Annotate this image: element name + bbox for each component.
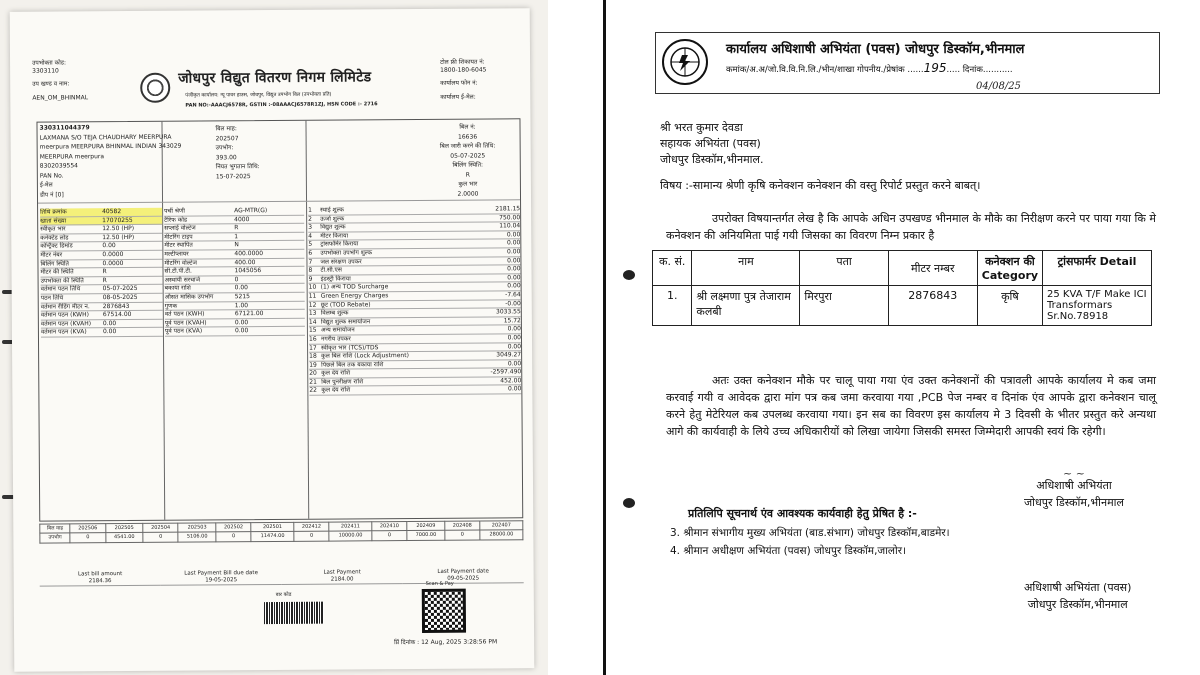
customer-info — [39, 123, 210, 200]
param-label: बिलिंग स्थिति — [40, 259, 69, 268]
charge-label: विद्युत शुल्क समायोजन — [320, 318, 371, 326]
param-label: पर्ची श्रेणी — [164, 207, 185, 215]
col-address: पता — [800, 251, 888, 286]
bill-sheet — [10, 8, 535, 672]
subdivision-name: AEN_OM_BHINMAL — [32, 93, 89, 102]
bill-date-label: बिल जारी करने की तिथि: — [439, 142, 496, 150]
paragraph-1-text: उपरोक्त विषयान्तर्गत लेख है कि आपके अधिन उपखण्ड भीनमाल के मौके का निरीक्षण करने पर पाया गया कि मे कनेक्शन की अनियमिता पाई गयी जिसका का विवरण निम्न प्रकार है — [666, 212, 1156, 243]
customer-pan: PAN No. — [39, 171, 64, 180]
param-value: 400.00 — [234, 258, 256, 266]
letter-paragraph-1 — [666, 210, 1156, 244]
param-label: कनेक्टेड लोड — [40, 234, 69, 242]
date-label: दिनांक — [962, 65, 983, 75]
param-value: 0.00 — [234, 318, 249, 326]
letterhead — [655, 32, 1160, 94]
charge-index: 18 — [309, 352, 317, 360]
history-units: 0 — [445, 530, 480, 539]
charge-amount: 0.00 — [507, 342, 522, 350]
param-value: 4000 — [234, 215, 250, 223]
param-value: AG-MTR(G) — [234, 207, 268, 215]
col-meter: मीटर नम्बर — [888, 251, 977, 286]
office-email-label: कार्यालय ई-मेल: — [440, 93, 476, 101]
cell-name: श्री लक्ष्मणा पुत्र तेजाराम कलबी — [692, 286, 800, 326]
charge-index: 20 — [309, 369, 317, 378]
scan-pay-label: Scan & Pay — [425, 580, 454, 587]
charge-label: Green Energy Charges — [320, 292, 389, 300]
charge-index: 1 — [308, 206, 312, 214]
param-label: स्वीकृत भार — [40, 225, 66, 233]
param-value: 67514.00 — [102, 311, 132, 319]
history-month: 202411 — [329, 522, 372, 532]
param-value: 0.00 — [234, 327, 249, 335]
punch-hole — [623, 498, 635, 508]
param-value: 05-07-2025 — [102, 285, 138, 293]
charge-amount: 0.00 — [507, 282, 521, 290]
param-value: R — [102, 268, 107, 276]
charge-index: 5 — [308, 241, 313, 249]
col-category: कनेक्शन की Category — [977, 251, 1042, 286]
charge-amount: 3033.55 — [495, 308, 521, 316]
addressee-name: श्री भरत कुमार देवडा — [660, 121, 743, 134]
signatory-2-title: अधिशाषी अभियंता (पवस) — [1024, 581, 1132, 594]
charge-index: 2 — [308, 215, 313, 223]
param-label: सी.टी.पी.टी. — [164, 267, 192, 275]
charge-label: जल संरक्षण उपकर — [320, 257, 362, 266]
charge-index: 9 — [308, 275, 313, 283]
history-units: 11474.00 — [251, 532, 294, 542]
history-units: 28000.00 — [480, 530, 523, 540]
charge-label: कुल देय राशि — [321, 386, 351, 395]
charge-amount: 452.00 — [500, 377, 522, 385]
list-item: 3. श्रीमान संभागीय मुख्य अभियंता (बाड.संभाग) जोधपुर डिस्कॉम,बाडमेर। — [670, 527, 950, 539]
billing-status-label: बिलिंग स्थिति: — [452, 161, 484, 169]
param-label: वर्तमान पठन तिथि — [40, 285, 81, 293]
col-serial: क. सं. — [653, 251, 692, 286]
col-name: नाम — [692, 251, 800, 286]
bill-date: 05-07-2025 — [450, 152, 486, 160]
history-units: 0 — [70, 533, 105, 542]
reference-line: कमांक/अ.अ/जो.वि.वि.नि.लि./भीन/शाखा गोपनीय./प्रेषांक ......195..... दिनांक........... — [726, 61, 1013, 75]
param-label: उपभोक्ता की स्थिति — [40, 277, 84, 285]
signatory-title: अधिशाषी अभियंता — [1036, 479, 1112, 492]
addressee-designation: सहायक अभियंता (पवस) — [660, 136, 761, 150]
charge-amount: 0.00 — [507, 248, 521, 256]
param-label: वर्तमान रीडिंग मीटर न. — [40, 302, 90, 311]
discom-emblem-icon — [660, 37, 710, 87]
history-table — [39, 520, 523, 543]
history-month: 202505 — [105, 523, 143, 533]
last-bill-amount-label: Last bill amount — [77, 571, 123, 578]
charge-index: 17 — [309, 344, 317, 352]
discom-logo-icon — [140, 73, 170, 103]
param-label: टैरिफ कोड — [164, 216, 188, 224]
history-month: 202501 — [251, 522, 294, 532]
office-letter — [608, 0, 1200, 675]
history-units: 0 — [216, 532, 251, 541]
copy-heading: प्रतिलिपि सूचनार्थ एंव आवश्यक कार्यवाही हेतु प्रेषित है :- — [688, 507, 917, 520]
history-month: 202506 — [70, 524, 105, 533]
charge-label: पिछले बिल तक बकाया राशि — [321, 360, 384, 369]
param-label: वर्त पठन (KWH) — [164, 310, 205, 318]
param-label: मल्टीप्लायर — [164, 250, 189, 258]
param-value: 400.0000 — [234, 250, 264, 258]
addressee-office: जोधपुर डिस्कॉम,भीनमाल. — [660, 152, 764, 166]
bill-meta-left — [216, 125, 326, 183]
charge-index: 10 — [308, 284, 317, 292]
charge-label: (1) अन्य TOD Surcharge — [320, 283, 389, 292]
list-item: 4. श्रीमान अधीक्षण अभियंता (पवस) जोधपुर डिस्कॉम,जालोर। — [670, 545, 907, 558]
param-value: 2876843 — [102, 302, 130, 310]
barcode-label: बार कोड — [275, 591, 292, 598]
history-units: 10000.00 — [329, 531, 372, 541]
param-value: 17070255 — [102, 216, 133, 224]
charge-amount: -2597.490 — [490, 368, 522, 376]
param-value: 0.00 — [102, 242, 116, 250]
table-row — [653, 286, 1152, 326]
param-value: 1045056 — [234, 267, 262, 275]
last-payment-date-label: Last Payment date — [437, 568, 489, 575]
copy-list — [670, 524, 950, 561]
bill-details-grid — [36, 118, 523, 521]
param-label: खाता संख्या — [40, 217, 67, 225]
charge-amount: 0.00 — [506, 239, 521, 247]
k-number: 330311044379 — [39, 124, 90, 132]
charge-index: 22 — [309, 387, 318, 395]
param-value: N — [234, 241, 239, 249]
customer-address-2: MEERPURA meerpura — [39, 152, 105, 161]
reference-number: 195 — [923, 61, 947, 75]
charge-amount: -7.64 — [505, 291, 521, 299]
charge-amount: 0.00 — [507, 256, 521, 264]
print-date: प्रिं दिनांक : 12 Aug, 2025 3:28:56 PM — [394, 638, 498, 647]
charge-amount: 0.00 — [507, 265, 521, 273]
charge-index: 3 — [308, 223, 313, 231]
charge-label: विलम्ब शुल्क — [320, 309, 349, 317]
customer-name: LAXMANA S/O TEJA CHAUDHARY MEERPURA — [39, 133, 172, 142]
last-payment-label: Last Payment — [323, 569, 361, 576]
due-date-label: नियत भुगतान तिथि: — [215, 163, 260, 171]
charge-amount: 0.00 — [507, 359, 522, 368]
units-label: उपभोग: — [215, 144, 234, 152]
charge-index: 15 — [308, 327, 317, 335]
dop-label: डीप नं — [39, 191, 54, 199]
cell-meter: 2876843 — [888, 286, 977, 326]
charge-label: ट्रांसफॉर्मर किराया — [320, 240, 359, 249]
letter-subject: विषय :-सामान्य श्रेणी कृषि कनेक्शन कनेक्शन की वस्तु रिपोर्ट प्रस्तुत करने बाबत्। — [660, 179, 981, 192]
office-phone-label: कार्यालय फोन नं: — [440, 79, 478, 87]
billing-status: R — [465, 171, 470, 179]
param-value: 5215 — [234, 293, 251, 301]
param-value: R — [102, 276, 107, 284]
history-units: 0 — [143, 532, 178, 541]
history-units-label: उपभोग — [40, 533, 70, 542]
load-value: 2.0000 — [457, 190, 479, 198]
last-bill-amount: 2184.36 — [88, 578, 112, 585]
charge-index: 19 — [309, 361, 317, 369]
charge-label: छूट (TOD Rebate) — [320, 300, 371, 309]
account-number: 3303110 — [32, 66, 59, 75]
bill-header-right — [440, 58, 520, 107]
charge-amount: 3049.27 — [496, 351, 522, 359]
param-label: मीटर की स्थिति — [40, 268, 74, 276]
bill-company-name: जोधपुर विद्युत वितरण निगम लिमिटेड — [178, 69, 372, 87]
account-label: उपभोक्ता कोड: — [32, 59, 67, 67]
param-label: मीटर नंबर — [40, 251, 63, 259]
punch-hole — [623, 270, 635, 280]
charge-amount: 0.00 — [507, 274, 521, 282]
cell-serial: 1. — [653, 286, 692, 326]
param-value: 12.50 (HP) — [102, 233, 135, 241]
history-month: 202407 — [480, 521, 523, 531]
charge-label: अन्य समायोजन — [320, 326, 355, 334]
history-month: 202503 — [178, 523, 216, 533]
charge-amount: 0.00 — [507, 385, 522, 393]
history-units: 0 — [372, 531, 407, 540]
param-value: 40582 — [102, 208, 122, 216]
param-label: गुणक — [164, 302, 178, 310]
consumption-history — [39, 520, 523, 543]
image-divider — [603, 0, 606, 675]
charge-label: ऊर्जा शुल्क — [320, 215, 345, 223]
charge-index: 16 — [308, 335, 317, 343]
charge-label: कुल देय राशि — [321, 369, 351, 377]
charge-label: नगरीय उपकर — [320, 335, 351, 343]
param-value: 0.0000 — [102, 259, 124, 267]
signatory-2-office: जोधपुर डिस्कॉम,भीनमाल — [1027, 597, 1128, 611]
charge-index: 13 — [308, 309, 317, 317]
charge-amount: 2181.15 — [495, 205, 521, 213]
param-label: वर्तमान पठन (KVAH) — [40, 319, 92, 328]
signatory-office: जोधपुर डिस्कॉम,भीनमाल — [1024, 495, 1124, 509]
toll-free-label: टोल फ्री शिकायत नं: — [440, 58, 485, 66]
qr-code-icon — [422, 589, 466, 633]
history-month: 202502 — [216, 523, 251, 532]
charge-label: मीटर किराया — [320, 232, 349, 240]
charge-label: बिल पुनरीक्षण राशि — [321, 378, 364, 386]
charge-amount: 15.72 — [503, 316, 521, 325]
customer-email: ई-मेल — [39, 181, 53, 189]
last-payment-date: 09-05-2025 — [447, 575, 480, 582]
col-transformer: ट्रांसफार्मर Detail — [1043, 251, 1152, 286]
cell-category: कृषि — [977, 286, 1042, 326]
cell-address: मिरपुरा — [800, 286, 888, 326]
addressee-block — [660, 120, 763, 168]
param-value: 08-05-2025 — [102, 293, 138, 302]
charge-label: स्थाई शुल्क — [320, 206, 344, 214]
param-label: वर्तमान पठन (KWH) — [40, 311, 89, 319]
history-units: 5106.00 — [178, 532, 216, 542]
cell-transformer: 25 KVA T/F Make ICI Transformars Sr.No.78918 — [1043, 286, 1152, 326]
bill-params-left — [40, 208, 163, 338]
bill-month: 202507 — [215, 134, 239, 142]
dop-value: [0] — [55, 190, 64, 199]
param-value: 67121.00 — [234, 310, 264, 318]
param-label: तिथि क्रमांक — [40, 208, 67, 216]
customer-address: meerpura MEERPURA BHINMAL INDIAN 343029 — [39, 142, 182, 151]
charge-amount: 0.00 — [507, 334, 522, 342]
charge-index: 8 — [308, 266, 313, 274]
charge-index: 12 — [308, 301, 317, 309]
office-title: कार्यालय अधिशाषी अभियंता (पवस) जोधपुर डिस्कॉम,भीनमाल — [726, 42, 1025, 57]
connection-detail-table — [652, 250, 1152, 326]
paragraph-2-text: अतः उक्त कनेक्शन मौके पर चालू पाया गया एंव उक्त कनेक्शनों की पत्रावली आपके कार्यालय मे कब जमा करवाई गयी व आवेदक द्वारा मांग पत्र कब जमा करवाया गया ,PCB पेज नम्बर व दिनांक एंव आपके द्वारा कनेक्शन चालू करने हेतु मेटेरियल कब उपलब्ध करवाया गया। इन सब का विवरण इस कार्यालय मे 3 दिवसी के भीतर प्रस्तुत करे अन्यथा आगे की कार्यवाही के लिये उच्च अधिकारीयों को लिखा जायेगा जिसकी समस्त जिम्मेदारी आपकी स्वयं कि रहेगी। — [666, 374, 1156, 439]
charge-label: कुल बिल राशि (Lock Adjustment) — [321, 352, 409, 360]
charge-index: 4 — [308, 232, 313, 240]
history-month: 202410 — [372, 522, 407, 531]
param-label: औसत मासिक उपभोग — [164, 293, 214, 301]
param-label: मीटरिंग वोल्टेज — [164, 259, 197, 267]
charge-index: 6 — [308, 249, 313, 257]
param-value: 12.50 (HP) — [102, 225, 135, 233]
param-label: पूर्व पठन (KVAH) — [164, 319, 207, 327]
letter-date: 04/08/25 — [976, 81, 1021, 92]
charge-amount: 0.00 — [507, 325, 521, 333]
customer-mobile: 8302039554 — [39, 162, 78, 170]
due-date: 15-07-2025 — [215, 172, 251, 180]
signature-block-2 — [1024, 580, 1131, 613]
bill-param-row — [41, 328, 163, 337]
history-month: 202409 — [407, 521, 445, 531]
last-payment-due: 19-05-2025 — [205, 577, 238, 584]
charge-index: 7 — [308, 258, 313, 266]
bill-no-label: बिल नं: — [459, 123, 476, 131]
charge-label: इंडस्ट्री किराया — [320, 275, 351, 283]
param-value: R — [234, 224, 239, 232]
param-value: 0.00 — [102, 328, 117, 336]
bill-param-row — [165, 327, 305, 337]
bill-no: 16636 — [458, 133, 478, 141]
param-value: 1.00 — [234, 301, 249, 309]
letter-paragraph-2 — [666, 372, 1156, 440]
charge-index: 14 — [308, 318, 317, 326]
barcode — [264, 602, 324, 624]
param-label: मीटर स्थापित — [164, 241, 193, 250]
history-month: 202408 — [445, 521, 480, 530]
param-label: पूर्व पठन (KVA) — [164, 327, 203, 336]
units-value: 393.00 — [215, 153, 237, 161]
charge-amount: -0.00 — [505, 299, 521, 307]
charge-row — [309, 386, 521, 396]
signature-scrawl: ~ ~ — [1063, 467, 1085, 480]
charge-index: 11 — [308, 292, 317, 300]
param-label: वर्तमान पठन (KVA) — [40, 328, 87, 336]
history-units: 7000.00 — [407, 531, 445, 541]
param-value: 1 — [234, 233, 239, 241]
history-month: 202412 — [294, 522, 329, 531]
param-value: 0.00 — [234, 284, 249, 292]
charge-amount: 0.00 — [506, 231, 521, 239]
last-payment: 2184.00 — [330, 576, 354, 583]
bill-month-label: बिल माह: — [215, 125, 237, 133]
subdivision-label: उप खण्ड व नाम: — [32, 80, 70, 88]
charge-index: 21 — [309, 378, 317, 386]
param-label: अस्थायी सरचार्ज — [164, 276, 201, 284]
signature-block-1 — [1024, 466, 1124, 511]
bill-pan-line: PAN NO:-AAACJ6578R, GSTIN :-08AAACJ6578R1ZJ, HSN CODE :- 2716 — [185, 101, 378, 109]
param-label: मीटरिंग टाइप — [164, 233, 193, 241]
load-label: कुल भार — [458, 180, 478, 188]
charge-amount: 110.04 — [499, 222, 521, 230]
electricity-bill-photo — [0, 0, 548, 675]
bill-meta-right — [417, 123, 518, 200]
charge-label: विद्युत शुल्क — [320, 223, 346, 231]
bill-charges — [308, 205, 521, 396]
charge-label: स्वीकृत भार (TCS)/TDS — [321, 343, 379, 352]
history-month: 202504 — [143, 523, 178, 532]
charge-label: टी.सी.एस — [320, 266, 342, 274]
charge-label: उपभोक्ता उपभोग शुल्क — [320, 249, 373, 257]
history-units: 4541.00 — [105, 533, 143, 543]
reference-text: कमांक/अ.अ/जो.वि.वि.नि.लि./भीन/शाखा गोपनीय./प्रेषांक — [726, 65, 905, 75]
param-label: कॉन्ट्रैक्ट डिमांड — [40, 242, 73, 250]
bill-params-mid — [164, 207, 305, 337]
param-value: 0.0000 — [102, 251, 124, 259]
param-label: बकाया राशि — [164, 284, 191, 293]
toll-free-number: 1800-180-6045 — [440, 65, 487, 74]
last-payment-due-label: Last Payment Bill due date — [184, 570, 258, 577]
history-month-label: बिल माह — [40, 524, 70, 533]
history-units: 0 — [294, 531, 329, 540]
param-label: सप्लाई वोल्टेज — [164, 224, 196, 232]
param-value: 0.00 — [102, 319, 117, 327]
param-label: पठन तिथि — [40, 294, 64, 302]
bill-address-line: पंजीकृत कार्यालय: न्यू पावर हाउस, जोधपुर, विद्युत उपभोग बिल (उपभोक्ता प्रति) — [185, 91, 332, 99]
charge-amount: 750.00 — [499, 213, 521, 222]
param-value: 0 — [234, 275, 239, 284]
